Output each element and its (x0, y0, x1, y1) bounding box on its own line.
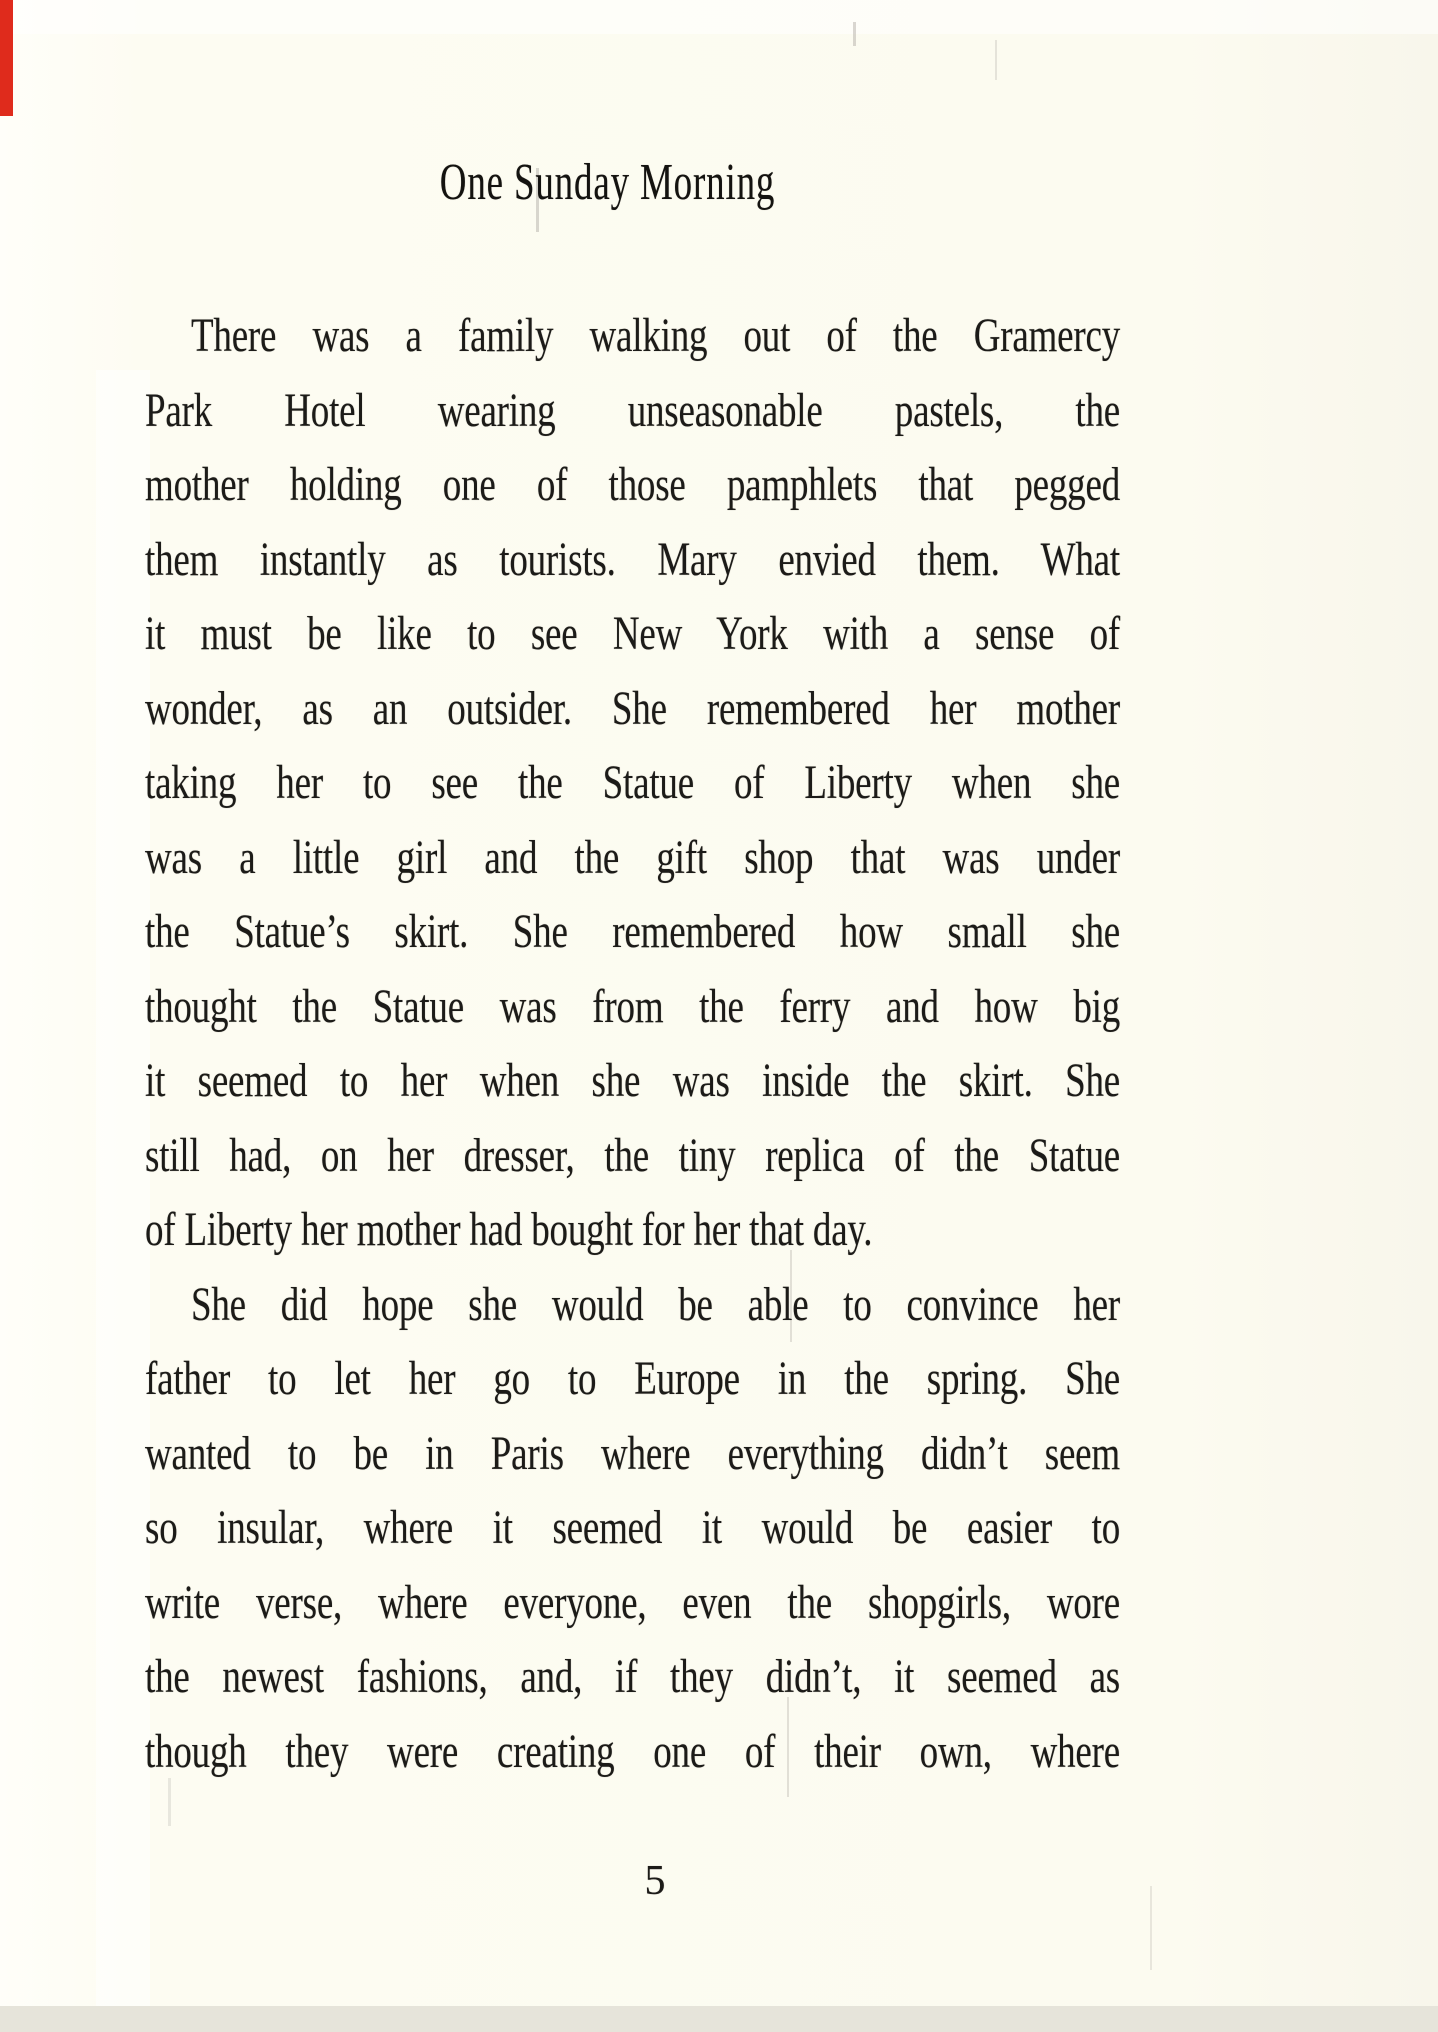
scan-artifact (853, 22, 856, 46)
text-line: father to let her go to Europe in the spring. She (145, 1353, 1120, 1406)
text-line: There was a family walking out of the Gramercy (191, 310, 1120, 363)
chapter-header: One Sunday Morning (439, 153, 776, 211)
text-line: write verse, where everyone, even the shopgirls, wore (145, 1576, 1120, 1630)
text-line: wonder, as an outsider. She remembered her mother (145, 682, 1120, 736)
text-line: though they were creating one of their own, where (145, 1725, 1120, 1779)
scan-artifact (995, 40, 997, 80)
text-line: them instantly as tourists. Mary envied them. What (145, 533, 1120, 587)
text-line: still had, on her dresser, the tiny replica of the Statue (145, 1129, 1120, 1183)
text-line: of Liberty her mother had bought for her that day. (145, 1204, 873, 1257)
text-line: it seemed to her when she was inside the skirt. She (145, 1055, 1120, 1108)
page-number: 5 (644, 1858, 666, 1904)
text-line: thought the Statue was from the ferry and how big (145, 980, 1120, 1034)
scan-light-band-top (0, 0, 1438, 34)
scan-light-band-left (96, 370, 150, 2010)
text-line: mother holding one of those pamphlets that pegged (145, 459, 1120, 512)
text-line: so insular, where it seemed it would be easier to (145, 1502, 1120, 1555)
text-line: the newest fashions, and, if they didn’t, it seemed as (145, 1651, 1120, 1704)
scanner-edge-band (0, 2006, 1438, 2032)
text-line: the Statue’s skirt. She remembered how small she (145, 906, 1120, 959)
text-line: was a little girl and the gift shop that was under (145, 831, 1120, 885)
text-line: She did hope she would be able to convince her (191, 1278, 1120, 1332)
text-line: wanted to be in Paris where everything didn’t seem (145, 1427, 1120, 1481)
text-line: it must be like to see New York with a sense of (145, 608, 1120, 661)
red-edge-mark (0, 0, 13, 116)
text-line: taking her to see the Statue of Liberty when she (145, 757, 1120, 810)
body-text (145, 300, 1120, 1790)
text-line: Park Hotel wearing unseasonable pastels, the (145, 384, 1120, 438)
